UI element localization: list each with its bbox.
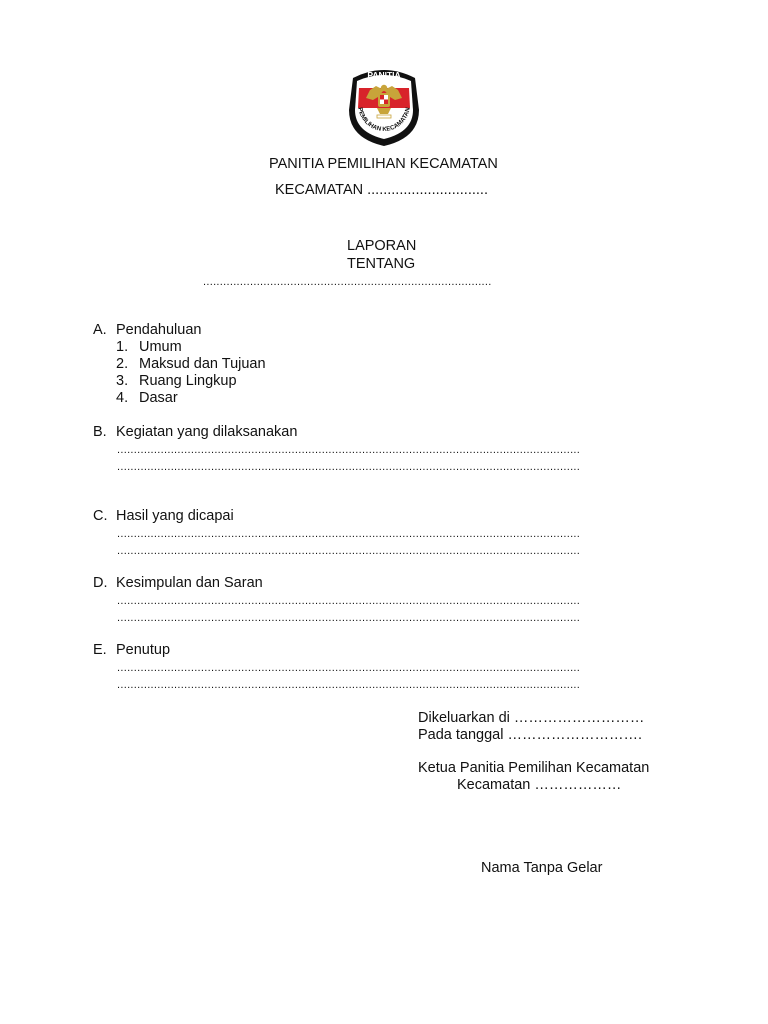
section-b-label: Kegiatan yang dilaksanakan: [116, 424, 298, 440]
list-item-number: 1.: [116, 339, 129, 355]
section-c-letter: C.: [93, 508, 108, 524]
signer-position: Ketua Panitia Pemilihan Kecamatan: [418, 760, 650, 776]
logo-top-text: PANITIA: [367, 70, 401, 80]
blank-line: ..........................................................................................................................................: [117, 662, 581, 674]
section-d-label: Kesimpulan dan Saran: [116, 575, 263, 591]
section-a-label: Pendahuluan: [116, 322, 202, 338]
district-line: KECAMATAN ..............................: [275, 182, 488, 198]
issued-at-line: Dikeluarkan di ………………………: [418, 710, 645, 726]
issued-date-line: Pada tanggal ……………………….: [418, 727, 643, 743]
list-item: Ruang Lingkup: [139, 373, 237, 389]
list-item: Dasar: [139, 390, 178, 406]
blank-line: ..........................................................................................................................................: [117, 444, 581, 456]
kpu-logo: [345, 64, 423, 148]
list-item: Maksud dan Tujuan: [139, 356, 266, 372]
signer-district: Kecamatan ………………: [457, 777, 622, 793]
list-item-number: 2.: [116, 356, 129, 372]
blank-line: ..........................................................................................................................................: [117, 528, 581, 540]
list-item-number: 3.: [116, 373, 129, 389]
blank-line: ..........................................................................................................................................: [117, 612, 581, 624]
blank-line: ..........................................................................................................................................: [117, 679, 581, 691]
logo-arc-text: PEMILIHAN KECAMATAN: [356, 106, 412, 134]
list-item-number: 4.: [116, 390, 129, 406]
section-e-label: Penutup: [116, 642, 171, 658]
section-e-letter: E.: [93, 642, 107, 658]
blank-line: ..........................................................................................................................................: [117, 461, 581, 473]
list-item: Umum: [139, 339, 182, 355]
report-subtitle: TENTANG: [347, 256, 416, 272]
section-d-letter: D.: [93, 575, 108, 591]
report-topic-blank: ......................................................................................: [203, 276, 492, 288]
blank-line: ..........................................................................................................................................: [117, 545, 581, 557]
report-title: LAPORAN: [347, 238, 417, 254]
blank-line: ..........................................................................................................................................: [117, 595, 581, 607]
signer-name: Nama Tanpa Gelar: [481, 860, 603, 876]
section-a-letter: A.: [93, 322, 107, 338]
committee-title: PANITIA PEMILIHAN KECAMATAN: [269, 156, 498, 172]
section-c-label: Hasil yang dicapai: [116, 508, 234, 524]
section-b-letter: B.: [93, 424, 107, 440]
